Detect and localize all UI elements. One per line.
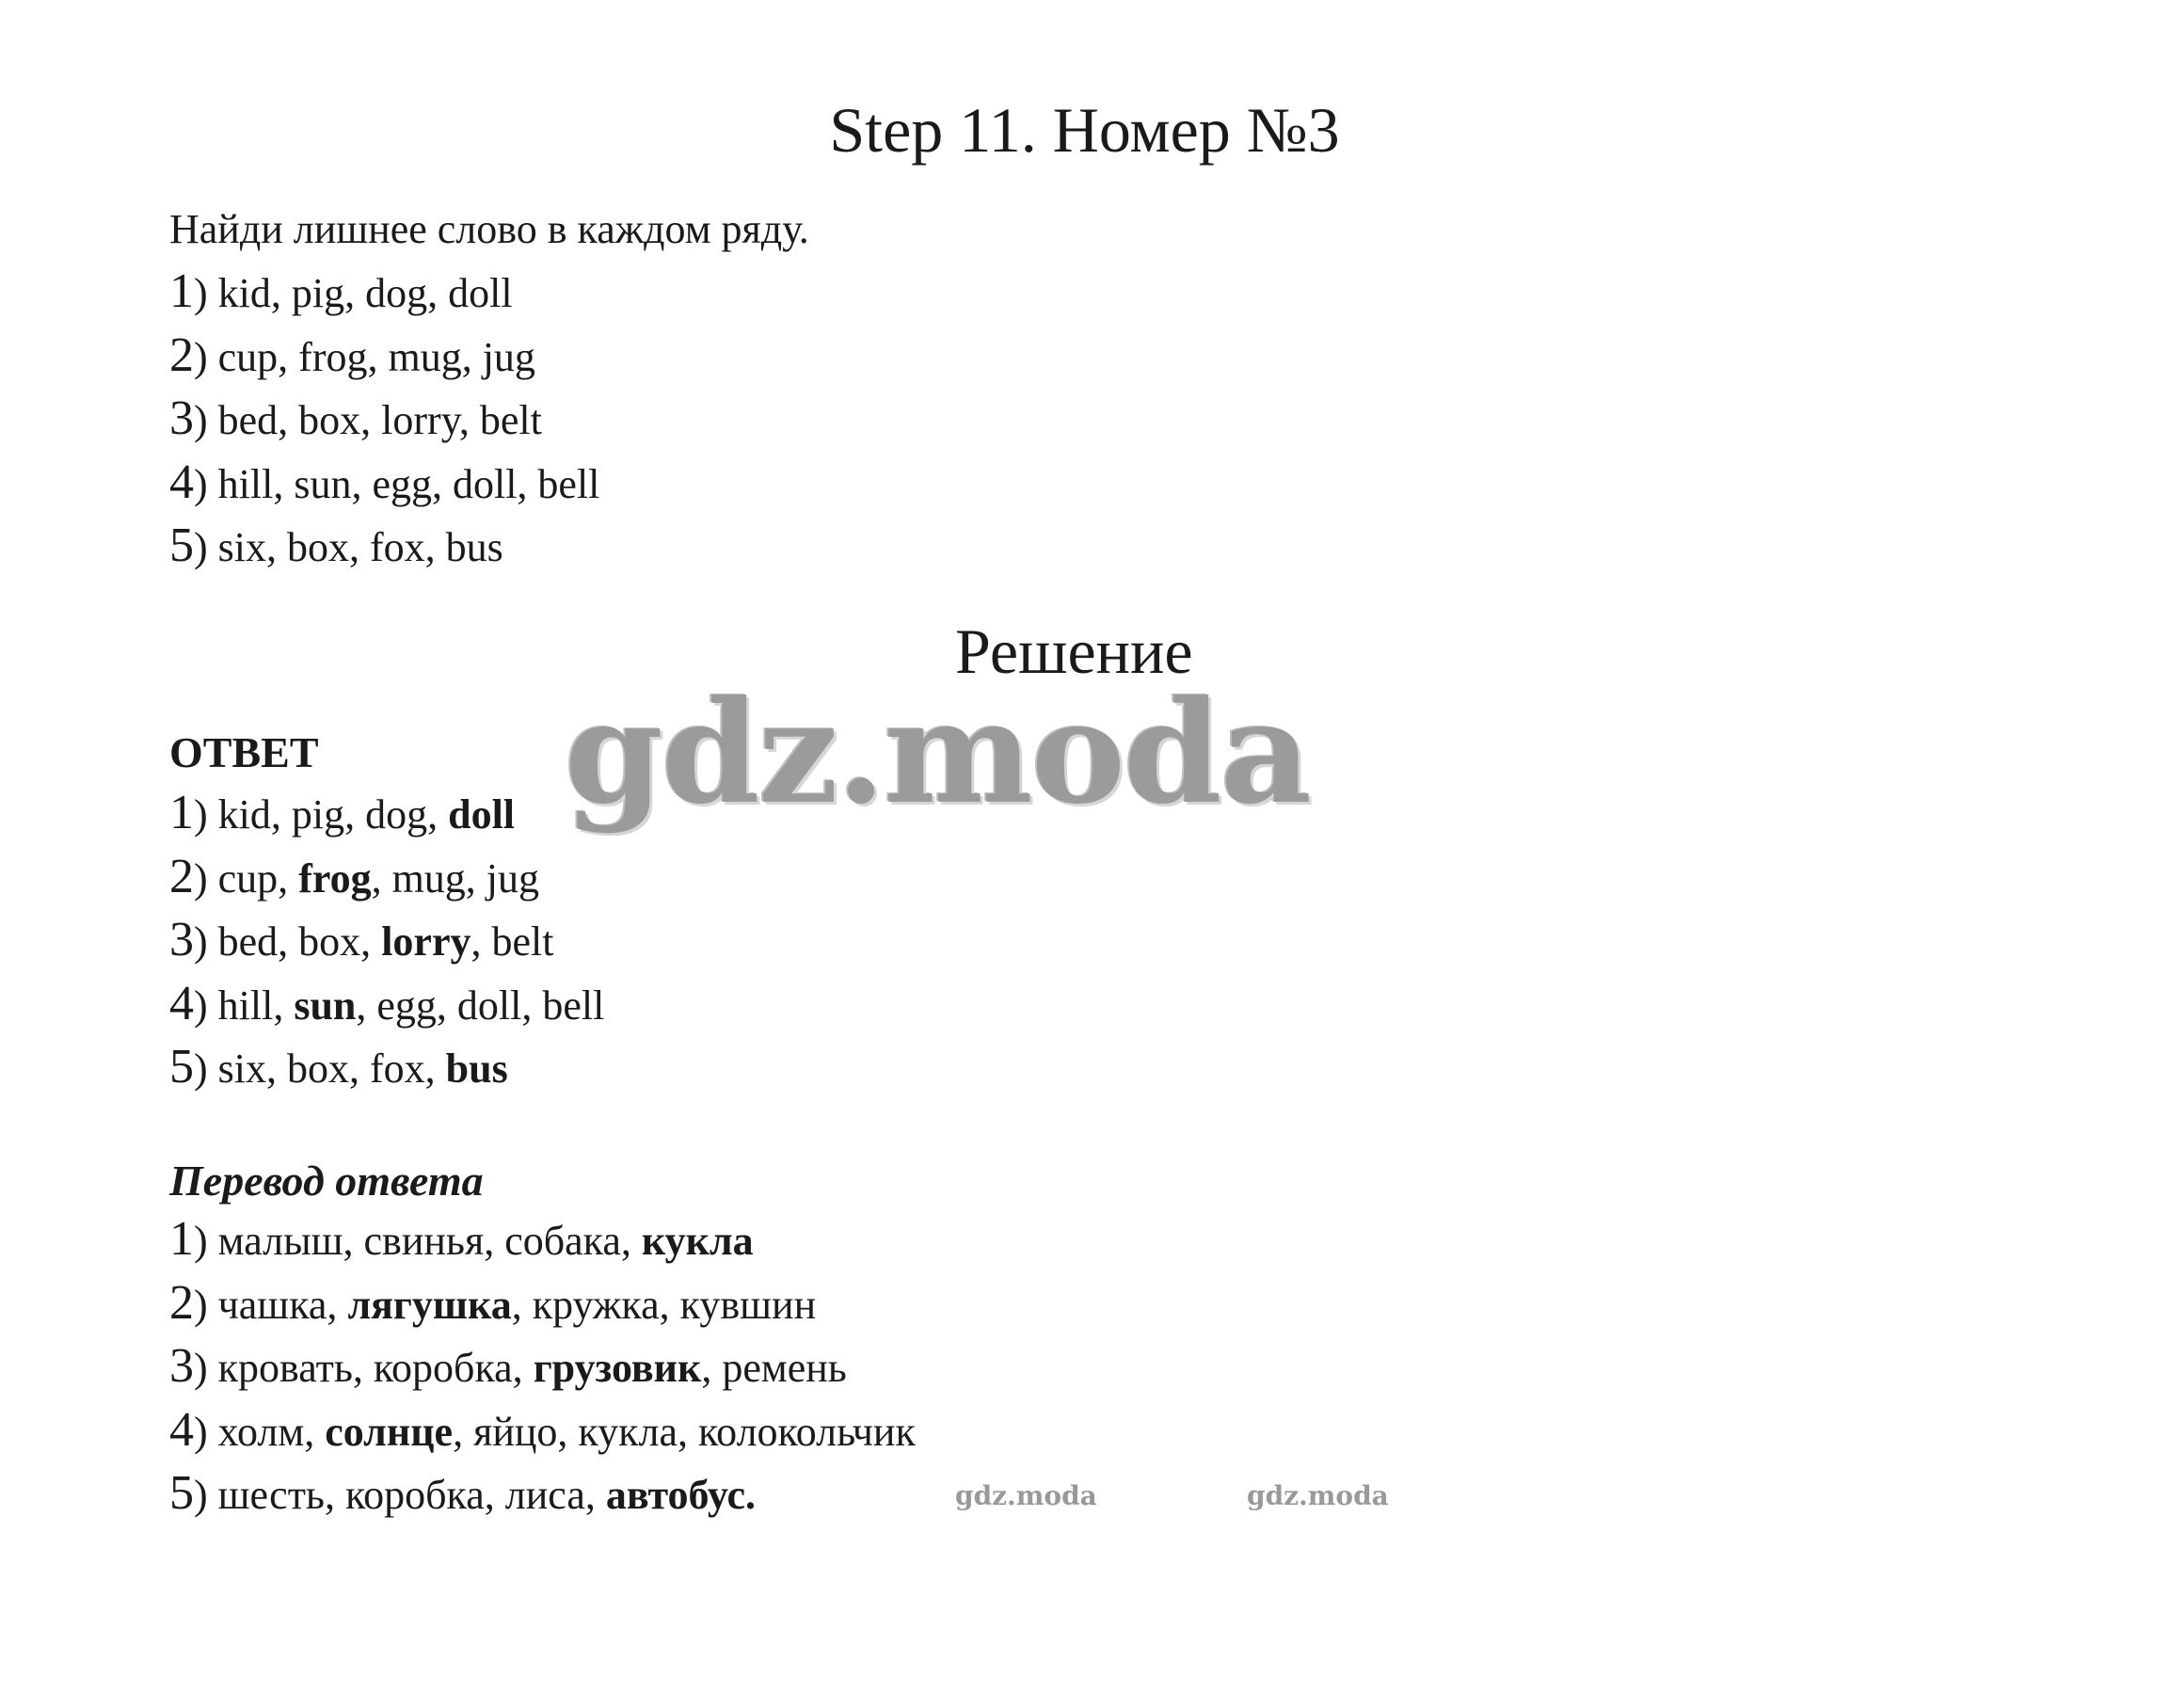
row-text-pre: ) bed, box, [194,918,382,965]
page-title: Step 11. Номер №3 [829,94,1340,166]
row-number: 5 [169,1466,194,1520]
row-text-post: , кружка, кувшин [511,1281,817,1328]
odd-word: lorry [381,918,471,965]
translation-row-2 [169,1271,916,1335]
odd-word: кукла [641,1218,754,1264]
row-text: ) hill, sun, egg, doll, bell [194,460,600,507]
task-row-3 [169,387,599,451]
answer-row-3 [169,908,604,972]
translation-heading: Перевод ответа [169,1157,484,1205]
translation-row-3 [169,1334,916,1398]
solution-heading: Решение [955,615,1193,687]
odd-word: грузовик [533,1345,702,1391]
row-number: 1 [169,1212,194,1266]
row-text-pre: ) холм, [194,1408,326,1455]
row-number: 2 [169,849,194,903]
row-text-pre: ) кровать, коробка, [194,1345,534,1391]
task-row-1 [169,260,599,324]
row-text-pre: ) six, box, fox, [194,1046,446,1092]
odd-word: frog [298,854,372,902]
odd-word: солнце [325,1408,454,1455]
answer-row-5 [169,1035,604,1099]
answer-row-2 [169,845,604,909]
watermark-logo: gdz.moda [565,670,1311,836]
row-number: 5 [169,519,194,572]
row-number: 1 [169,786,194,839]
row-number: 2 [169,1275,194,1330]
task-row-4 [169,451,599,515]
row-text-post: , egg, doll, bell [356,982,605,1029]
row-text-post: , mug, jug [371,854,540,902]
watermark-small: gdz.moda [1247,1480,1389,1511]
answer-list [169,781,604,1099]
answer-row-4 [169,972,604,1036]
watermark-small: gdz.moda [955,1480,1097,1511]
row-text: ) kid, pig, dog, doll [194,270,513,316]
row-number: 4 [169,455,194,509]
row-text-pre: ) hill, [194,982,295,1029]
odd-word: автобус. [605,1472,757,1518]
row-text: ) bed, box, lorry, belt [194,397,542,443]
translation-list [169,1207,916,1525]
row-number: 1 [169,264,194,318]
answer-heading: ОТВЕТ [169,728,319,776]
row-text: ) cup, frog, mug, jug [194,333,535,380]
answer-row-1 [169,781,604,845]
row-text-pre: ) шесть, коробка, лиса, [194,1472,606,1518]
row-number: 3 [169,391,194,445]
row-text-pre: ) малыш, свинья, собака, [194,1218,642,1264]
task-list [169,260,599,578]
row-number: 3 [169,913,194,966]
row-number: 3 [169,1339,194,1393]
odd-word: лягушка [347,1281,512,1328]
row-text-post: , яйцо, кукла, колокольчик [453,1408,916,1455]
odd-word: bus [445,1046,508,1092]
row-text-pre: ) kid, pig, dog, [194,791,449,838]
translation-row-5 [169,1461,916,1525]
row-text-post: , ремень [701,1345,847,1391]
odd-word: doll [448,791,516,838]
row-number: 5 [169,1040,194,1093]
row-text-pre: ) cup, [194,854,299,902]
row-number: 4 [169,976,194,1030]
task-row-5 [169,514,599,578]
translation-row-1 [169,1207,916,1271]
row-number: 2 [169,327,194,382]
row-text-pre: ) чашка, [194,1281,348,1328]
row-text-post: , belt [470,918,554,965]
row-number: 4 [169,1402,194,1457]
task-row-2 [169,324,599,388]
task-instruction: Найди лишнее слово в каждом ряду. [169,206,809,252]
row-text: ) six, box, fox, bus [194,524,503,570]
translation-row-4 [169,1398,916,1462]
odd-word: sun [294,982,357,1029]
